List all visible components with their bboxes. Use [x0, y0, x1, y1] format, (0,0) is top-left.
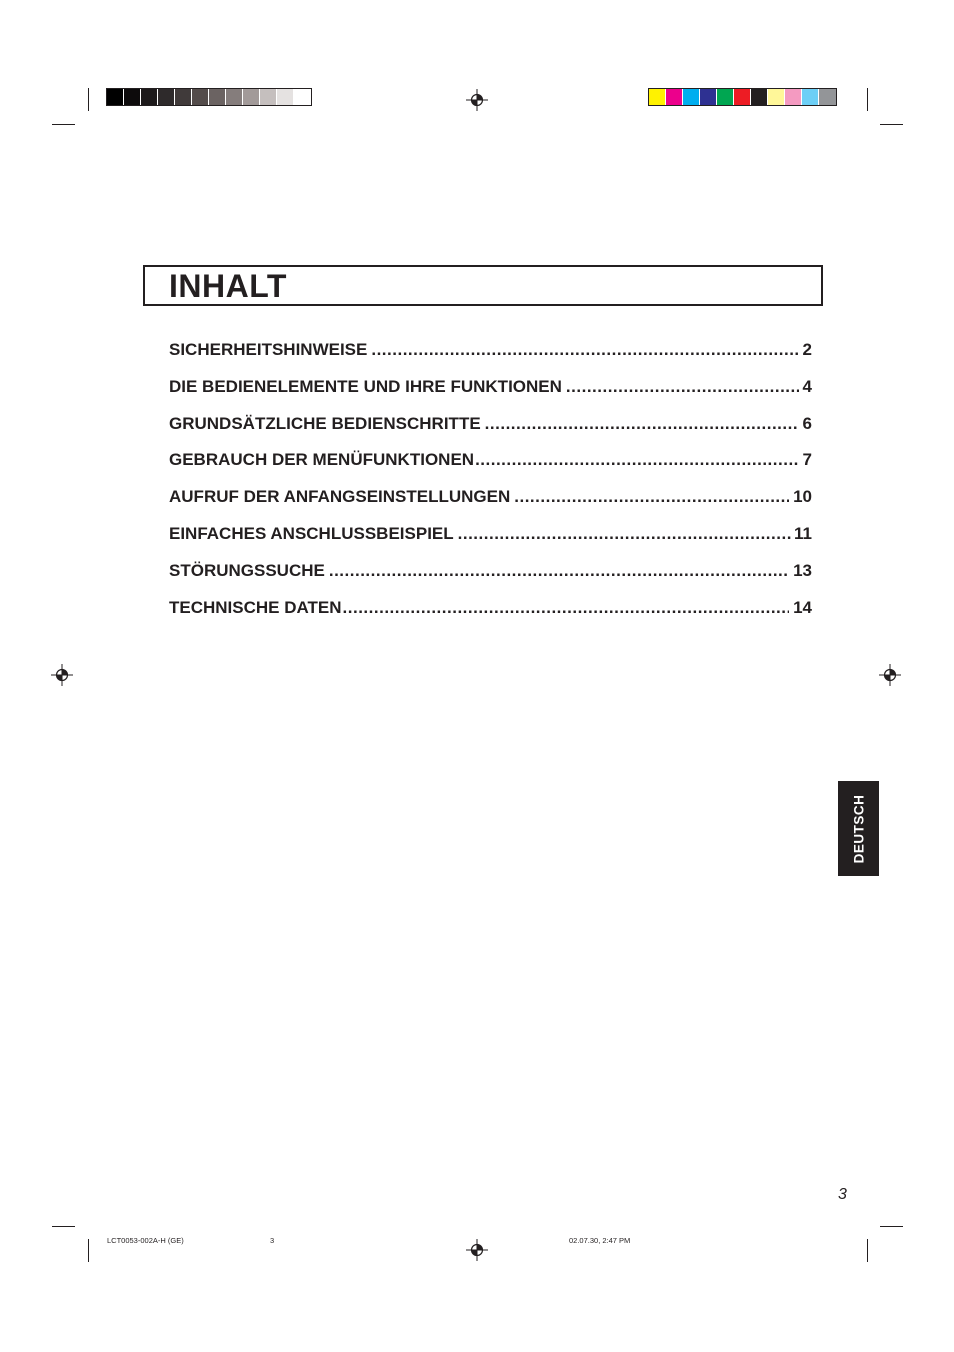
toc-leader-dots	[343, 596, 790, 620]
toc-entry[interactable]	[169, 559, 812, 596]
color-swatch	[717, 89, 734, 105]
color-swatch	[751, 89, 768, 105]
toc-entry[interactable]	[169, 448, 812, 485]
crop-mark	[52, 124, 75, 125]
toc-entry[interactable]	[169, 412, 812, 449]
color-swatch	[175, 89, 192, 105]
toc-entry-page: 11	[794, 523, 812, 543]
color-swatch	[768, 89, 785, 105]
color-swatch	[158, 89, 175, 105]
toc-entry-label: GEBRAUCH DER MENÜFUNKTIONEN	[169, 450, 475, 470]
color-swatch	[243, 89, 260, 105]
language-tab	[838, 781, 879, 876]
crop-mark	[88, 1239, 89, 1262]
crop-mark	[88, 88, 89, 111]
registration-mark-icon	[51, 664, 73, 686]
toc-leader-dots	[566, 375, 799, 399]
toc-entry-label: TECHNISCHE DATEN	[169, 597, 342, 617]
toc-entry[interactable]	[169, 596, 812, 633]
toc-entry-label: EINFACHES ANSCHLUSSBEISPIEL	[169, 523, 454, 543]
color-swatch	[124, 89, 141, 105]
color-swatch	[785, 89, 802, 105]
page-title: INHALT	[169, 268, 287, 304]
color-swatch	[192, 89, 209, 105]
crop-mark	[867, 88, 868, 111]
toc-leader-dots	[458, 522, 793, 546]
language-tab-label: DEUTSCH	[851, 794, 866, 863]
toc-entry[interactable]	[169, 485, 812, 522]
toc-entry-label: SICHERHEITSHINWEISE	[169, 340, 368, 359]
toc-entry-page: 4	[802, 376, 812, 396]
footer-job-code: LCT0053-002A-H (GE)	[107, 1236, 184, 1245]
color-swatch	[666, 89, 683, 105]
registration-mark-icon	[466, 89, 488, 111]
color-swatch	[141, 89, 158, 105]
toc-entry-page: 14	[793, 597, 812, 617]
color-swatch	[209, 89, 226, 105]
color-swatch	[294, 89, 311, 105]
table-of-contents	[169, 338, 812, 632]
toc-entry[interactable]	[169, 375, 812, 412]
toc-entry[interactable]	[169, 338, 812, 375]
color-swatch	[819, 89, 836, 105]
crop-mark	[52, 1226, 75, 1227]
color-swatch	[107, 89, 124, 105]
color-swatch	[700, 89, 717, 105]
color-swatch-strip	[648, 88, 837, 106]
toc-entry-label: AUFRUF DER ANFANGSEINSTELLUNGEN	[169, 487, 511, 507]
title-box	[143, 265, 823, 306]
toc-leader-dots	[329, 559, 789, 583]
color-swatch	[683, 89, 700, 105]
toc-entry-page: 13	[793, 560, 812, 580]
toc-leader-dots	[485, 412, 799, 436]
color-swatch	[649, 89, 666, 105]
color-swatch	[734, 89, 751, 105]
color-swatch	[277, 89, 294, 105]
toc-entry-label: DIE BEDIENELEMENTE UND IHRE FUNKTIONEN	[169, 376, 562, 396]
grayscale-swatch-strip	[106, 88, 312, 106]
footer-page: 3	[270, 1236, 275, 1245]
toc-entry-label: GRUNDSÄTZLICHE BEDIENSCHRITTE	[169, 413, 481, 433]
toc-entry[interactable]	[169, 522, 812, 559]
color-swatch	[802, 89, 819, 105]
crop-mark	[867, 1239, 868, 1262]
toc-leader-dots	[514, 485, 789, 509]
toc-entry-page: 7	[802, 450, 812, 470]
toc-entry-page: 2	[802, 340, 812, 359]
toc-entry-page: 6	[802, 413, 812, 433]
footer-timestamp: 02.07.30, 2:47 PM	[569, 1236, 631, 1245]
toc-leader-dots	[371, 338, 798, 362]
registration-mark-icon	[879, 664, 901, 686]
color-swatch	[226, 89, 243, 105]
crop-mark	[880, 124, 903, 125]
toc-entry-page: 10	[793, 487, 812, 507]
crop-mark	[880, 1226, 903, 1227]
toc-leader-dots	[475, 448, 798, 472]
toc-entry-label: STÖRUNGSSUCHE	[169, 560, 325, 580]
page-number: 3	[838, 1186, 847, 1203]
color-swatch	[260, 89, 277, 105]
registration-mark-icon	[466, 1239, 488, 1261]
